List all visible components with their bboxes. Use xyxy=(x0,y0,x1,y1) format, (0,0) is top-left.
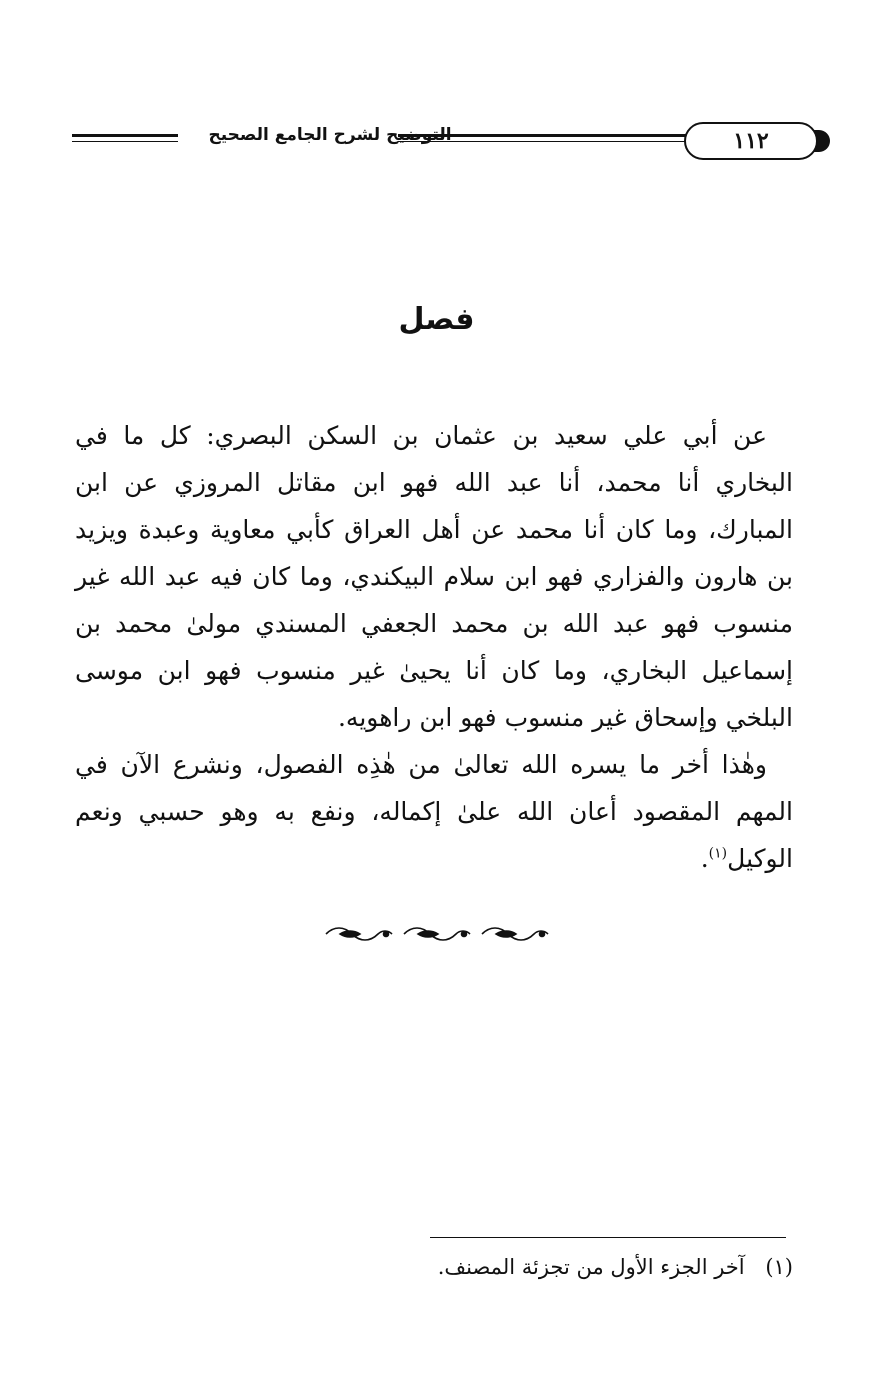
header-rule-middle-thin xyxy=(398,141,688,142)
footnote-reference[interactable]: (١) xyxy=(708,845,728,862)
page-number-badge xyxy=(684,122,818,160)
body-text xyxy=(75,412,793,882)
footnote-rule xyxy=(430,1237,786,1238)
paragraph-2-text: وهٰذا أخر ما يسره الله تعالىٰ من هٰذِه الفصول، ونشرع الآن في المهم المقصود أعان الله علىٰ إكماله، ونفع به وهو حسبي ونعم الوكيل xyxy=(75,750,793,873)
header-rule-left-thin xyxy=(72,141,178,142)
header-rule-left xyxy=(72,134,178,137)
page-header xyxy=(72,118,792,168)
page-number: ١١٢ xyxy=(733,128,769,154)
paragraph-1: عن أبي علي سعيد بن عثمان بن السكن البصري: كل ما في البخاري أنا محمد، أنا عبد الله فهو ابن مقاتل المروزي عن ابن المبارك، وما كان أنا محمد عن أهل العراق كأبي معاوية وعبدة ويزيد بن هارون والفزاري فهو ابن سلام البيكندي، وما كان فيه عبد الله غير منسوب فهو عبد الله بن محمد الجعفي المسندي مولىٰ محمد بن إسماعيل البخاري، وما كان أنا يحيىٰ غير منسوب فهو ابن موسى البلخي وإسحاق غير منسوب فهو ابن راهويه. xyxy=(75,421,793,732)
footnote-number: (١) xyxy=(765,1255,793,1279)
running-title: التوضيح لشرح الجامع الصحيح xyxy=(208,125,452,145)
ornament-divider-icon xyxy=(322,922,552,946)
section-title: فصل xyxy=(398,302,475,337)
paragraph-2 xyxy=(75,741,793,882)
footnote xyxy=(300,1255,793,1279)
footnote-text: آخر الجزء الأول من تجزئة المصنف. xyxy=(437,1255,745,1279)
paragraph-2-end: . xyxy=(700,844,709,873)
header-rule-middle xyxy=(398,134,688,137)
